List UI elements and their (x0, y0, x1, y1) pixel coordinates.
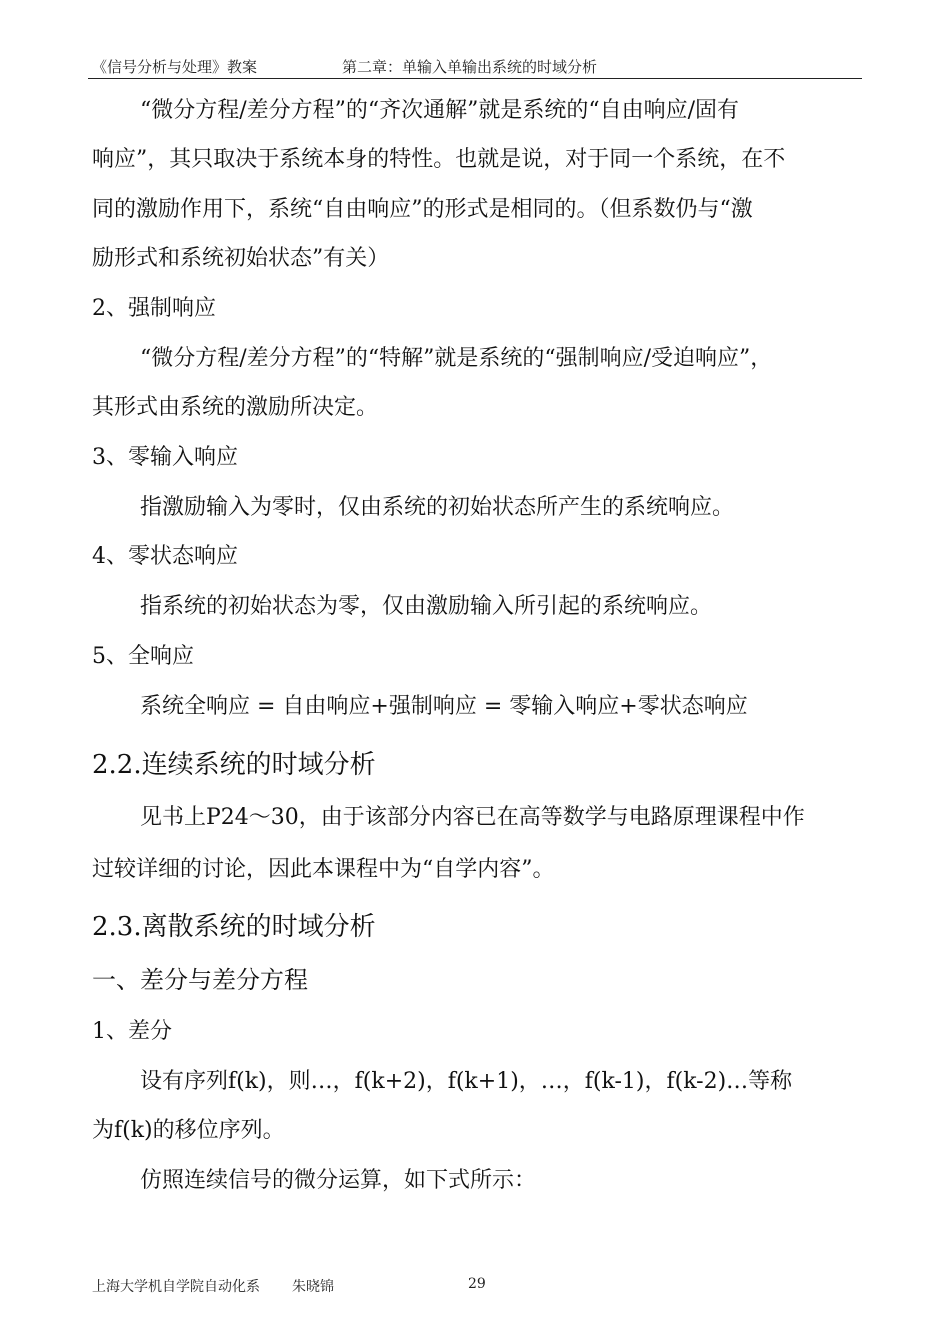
section-heading: 2.2.连续系统的时域分析 (92, 750, 376, 780)
item-heading: 2、强制响应 (92, 296, 216, 321)
paragraph-line: 设有序列f(k)，则…，f(k+2)，f(k+1)，…，f(k-1)，f(k-2)…等称 (140, 1069, 793, 1094)
page-header (92, 56, 862, 78)
paragraph-line: 过较详细的讨论，因此本课程中为“自学内容”。 (92, 857, 555, 882)
item-heading: 4、零状态响应 (92, 544, 238, 569)
header-rule (88, 78, 862, 79)
item-heading: 3、零输入响应 (92, 445, 238, 470)
chapter-title: 第二章：单输入单输出系统的时域分析 (342, 58, 598, 76)
paragraph-line: 指激励输入为零时，仅由系统的初始状态所产生的系统响应。 (140, 495, 735, 520)
paragraph-line: 为f(k)的移位序列。 (92, 1118, 285, 1143)
paragraph-line: 其形式由系统的激励所决定。 (92, 395, 379, 420)
paragraph-line: 励形式和系统初始状态”有关） (92, 246, 390, 271)
paragraph-line: 仿照连续信号的微分运算，如下式所示： (140, 1168, 537, 1193)
section-heading: 2.3.离散系统的时域分析 (92, 912, 376, 942)
book-title: 《信号分析与处理》教案 (92, 58, 258, 76)
page-number: 29 (468, 1276, 486, 1292)
equation-line: 系统全响应 = 自由响应+强制响应 = 零输入响应+零状态响应 (140, 694, 748, 719)
item-heading: 5、全响应 (92, 644, 194, 669)
footer-author: 朱晓锦 (292, 1279, 334, 1295)
item-heading: 1、差分 (92, 1019, 172, 1044)
paragraph-line: 见书上P24～30，由于该部分内容已在高等数学与电路原理课程中作 (140, 805, 805, 830)
paragraph-line: “微分方程/差分方程”的“齐次通解”就是系统的“自由响应/固有 (140, 98, 740, 123)
paragraph-line: “微分方程/差分方程”的“特解”就是系统的“强制响应/受迫响应”， (140, 346, 773, 371)
paragraph-line: 指系统的初始状态为零，仅由激励输入所引起的系统响应。 (140, 594, 713, 619)
footer-institution: 上海大学机自学院自动化系 (92, 1279, 260, 1295)
paragraph-line: 同的激励作用下，系统“自由响应”的形式是相同的。（但系数仍与“激 (92, 197, 753, 222)
subsection-heading: 一、差分与差分方程 (92, 966, 308, 994)
paragraph-line: 响应”，其只取决于系统本身的特性。也就是说，对于同一个系统，在不 (92, 147, 786, 172)
